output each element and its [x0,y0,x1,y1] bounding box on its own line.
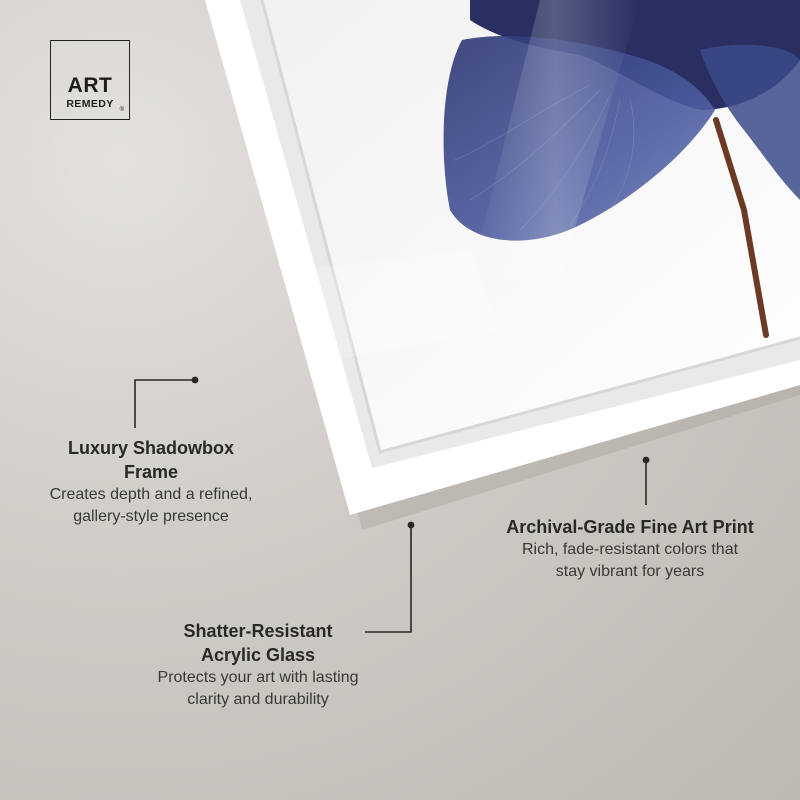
glass-callout-line [365,525,411,632]
glass-callout-title-1: Shatter-Resistant [183,621,333,641]
brand-logo [50,40,130,120]
glass-callout-desc-1: Protects your art with lasting [157,669,359,686]
print-callout [470,515,790,583]
glass-callout-dot [408,522,415,529]
frame-callout-line [135,380,195,428]
frame-callout-title-2: Frame [123,462,179,482]
glass-callout-title-2: Acrylic Glass [200,645,316,665]
frame-callout-title-1: Luxury Shadowbox [67,438,235,458]
brand-logo-line1: ART [67,74,113,97]
print-callout-dot [643,457,650,464]
glass-callout-desc-2: clarity and durability [187,691,329,708]
frame-callout [0,436,302,528]
frame-callout-dot [192,377,199,384]
frame-callout-desc-2: gallery-style presence [73,508,229,525]
print-callout-desc-2: stay vibrant for years [555,563,705,580]
frame-callout-desc-1: Creates depth and a refined, [49,486,253,503]
print-callout-title: Archival-Grade Fine Art Print [506,517,754,537]
registered-mark: ® [119,107,124,113]
brand-logo-line2: REMEDY [66,98,114,110]
print-callout-desc-1: Rich, fade-resistant colors that [521,541,739,558]
glass-callout [108,619,408,711]
